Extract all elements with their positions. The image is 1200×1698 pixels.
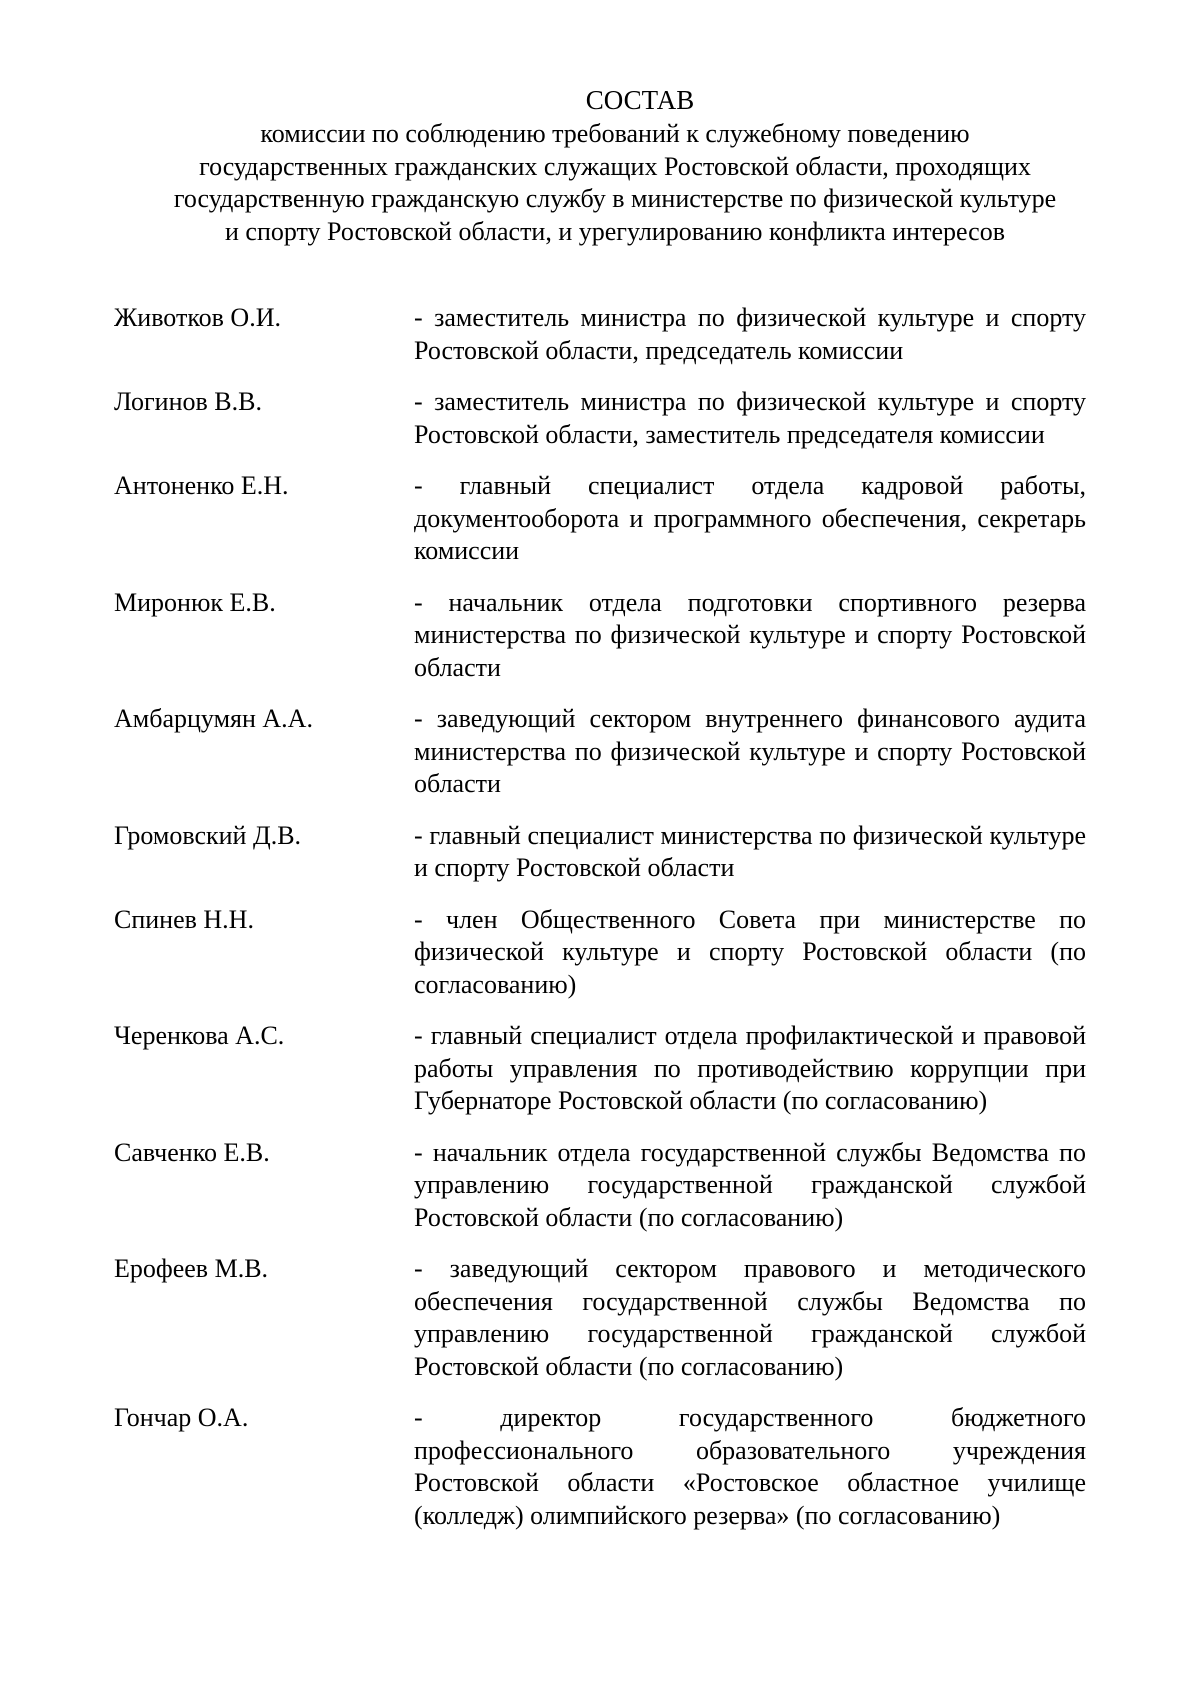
member-role: - директор государственного бюджетного профессионального образовательного учреждения Ростовской области «Ростовское областное училище (колледж) олимпийского резерва» (по согласованию) [414,1403,1086,1530]
member-row [114,904,1086,1002]
member-role: - начальник отдела государственной службы Ведомства по управлению государственной гражданской службой Ростовской области (по согласованию) [414,1137,1086,1232]
subtitle-line: государственных гражданских служащих Ростовской области, проходящих [199,151,1031,181]
member-name: Антоненко Е.Н. [114,471,289,500]
member-name: Животков О.И. [114,303,281,332]
member-role: - главный специалист отдела кадровой работы, документооборота и программного обеспечения, секретарь комиссии [414,471,1086,565]
subtitle-line: и спорту Ростовской области, и урегулированию конфликта интересов [224,216,1005,246]
member-row [114,470,1086,568]
member-row [114,1253,1086,1383]
member-row [114,302,1086,367]
member-name: Савченко Е.В. [114,1137,270,1167]
member-role: - заместитель министра по физической культуре и спорту Ростовской области, заместитель председателя комиссии [414,387,1086,449]
member-name: Миронюк Е.В. [114,587,276,617]
members-list [114,302,1086,1551]
subtitle-line: комиссии по соблюдению требований к служебному поведению [260,119,970,148]
member-row [114,820,1086,885]
member-name: Гончар О.А. [114,1403,249,1432]
subtitle-line: государственную гражданскую службу в министерстве по физической культуре [173,184,1057,213]
member-name: Громовский Д.В. [114,820,302,850]
member-name: Черенкова А.С. [114,1021,285,1050]
document-subtitle [115,118,1115,248]
member-row [114,1402,1086,1532]
member-name: Амбарцумян А.А. [114,704,313,733]
member-name: Спинев Н.Н. [114,904,254,934]
member-role: - главный специалист министерства по физической культуре и спорту Ростовской области [414,820,1086,882]
member-name: Логинов В.В. [114,387,262,416]
member-name: Ерофеев М.В. [114,1254,269,1283]
member-role: - заместитель министра по физической культуре и спорту Ростовской области, председатель комиссии [414,303,1086,365]
member-role: - заведующий сектором правового и методического обеспечения государственной службы Ведомства по управлению государственной гражданской службой Ростовской области (по согласованию) [414,1254,1086,1381]
member-row [114,587,1086,685]
member-row [114,386,1086,451]
member-row [114,1137,1086,1235]
document-title: СОСТАВ [585,85,695,115]
member-role: - главный специалист отдела профилактической и правовой работы управления по противодействию коррупции при Губернаторе Ростовской области (по согласованию) [414,1021,1086,1115]
member-row [114,1020,1086,1118]
member-role: - начальник отдела подготовки спортивного резерва министерства по физической культуре и спорту Ростовской области [414,587,1086,682]
member-role: - заведующий сектором внутреннего финансового аудита министерства по физической культуре и спорту Ростовской области [414,704,1086,798]
member-row [114,703,1086,801]
member-role: - член Общественного Совета при министерстве по физической культуре и спорту Ростовской области (по согласованию) [414,904,1086,999]
